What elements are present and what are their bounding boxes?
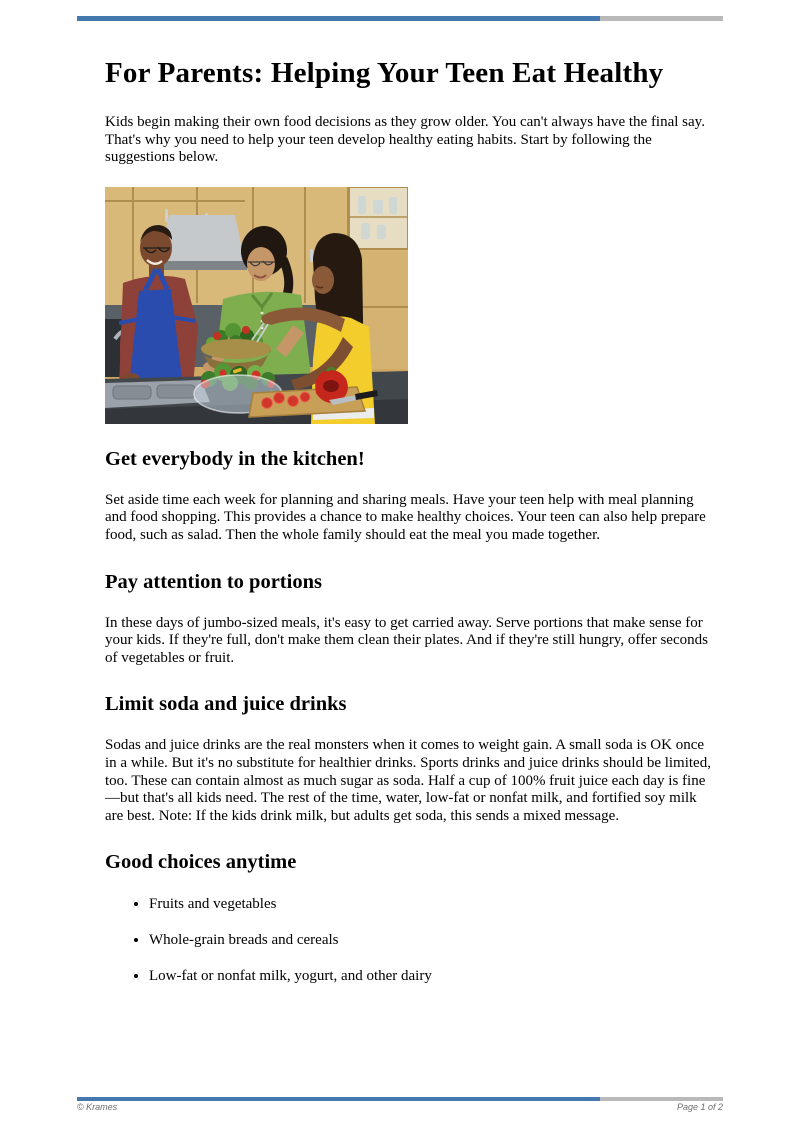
section-heading: Limit soda and juice drinks — [105, 693, 347, 716]
top-accent-band — [77, 16, 723, 21]
kitchen-family-photo-illustration — [105, 187, 408, 424]
page-footer — [77, 1102, 723, 1112]
list-item: • Low-fat or nonfat milk, yogurt, and other dairy — [149, 967, 711, 985]
copyright-text: © Krames — [77, 1102, 118, 1112]
top-band-blue-segment — [77, 16, 600, 21]
section-good-choices — [105, 845, 711, 985]
section-kitchen — [105, 442, 711, 545]
bottom-accent-band — [77, 1097, 723, 1101]
section-body: In these days of jumbo-sized meals, it's easy to get carried away. Serve portions that make sense for your kids. If they're full, don't make them clean their plates. And if they're still hungry, offer seconds of vegetables or fruit. — [105, 614, 708, 666]
document-content — [105, 54, 711, 1003]
section-body: Set aside time each week for planning and sharing meals. Have your teen help with meal planning and food shopping. This provides a chance to make healthy choices. Your teen can also help prepare food, such as salad. Then the whole family should eat the meal you made together. — [105, 491, 706, 543]
glass-cabinet — [349, 187, 408, 249]
bottom-band-blue-segment — [77, 1097, 600, 1101]
page-title: For Parents: Helping Your Teen Eat Healthy — [105, 57, 664, 89]
kitchen-family-photo — [105, 187, 408, 424]
page-number: Page 1 of 2 — [676, 1102, 723, 1112]
top-band-gray-segment — [600, 16, 723, 21]
section-heading: Get everybody in the kitchen! — [105, 447, 365, 470]
section-heading: Good choices anytime — [105, 851, 297, 874]
section-soda — [105, 687, 711, 825]
good-choices-list — [105, 895, 711, 985]
list-item: • Whole-grain breads and cereals — [149, 931, 711, 949]
bottom-band-gray-segment — [600, 1097, 723, 1101]
section-body: Sodas and juice drinks are the real monsters when it comes to weight gain. A small soda is OK once in a while. But it's no substitute for healthier drinks. Sports drinks and juice drinks should be limited, too. These can contain almost as much sugar as soda. Half a cup of 100% fruit juice each day is fine—but that's all kids need. The rest of the time, water, low-fat or nonfat milk, and fortified soy milk are best. Note: If the kids drink milk, but adults get soda, this sends a mixed message. — [105, 737, 711, 824]
section-heading: Pay attention to portions — [105, 570, 322, 593]
list-item: • Fruits and vegetables — [149, 895, 711, 913]
section-portions — [105, 565, 711, 668]
intro-paragraph: Kids begin making their own food decisions as they grow older. You can't always have the final say. That's why you need to help your teen develop healthy eating habits. Start by following the suggestions below. — [105, 114, 705, 166]
